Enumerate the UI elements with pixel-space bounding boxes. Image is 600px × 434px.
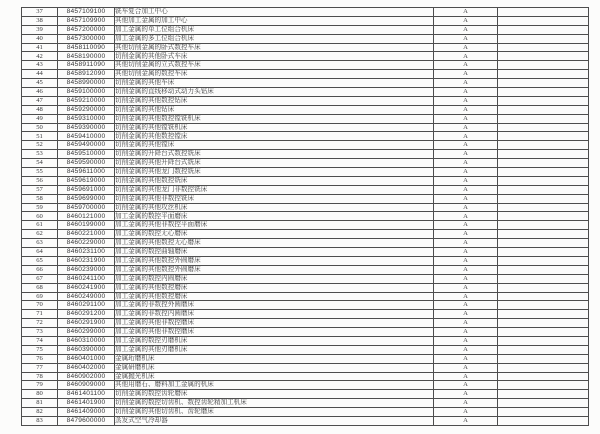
row-number-cell: 73 xyxy=(22,328,58,337)
description-cell: 其他切削金属的卧式数控车床 xyxy=(115,43,434,52)
row-number-cell: 63 xyxy=(22,239,58,248)
row-number-cell: 50 xyxy=(22,123,58,132)
description-cell: 加工金属的其他数控磨床 xyxy=(115,283,434,292)
blank-cell xyxy=(498,372,589,381)
hs-code-cell: 8460239000 xyxy=(58,265,115,274)
hs-code-cell: 8459390000 xyxy=(58,123,115,132)
blank-cell xyxy=(498,168,589,177)
blank-cell xyxy=(498,416,589,425)
tariff-table-body xyxy=(22,8,589,426)
hs-code-cell: 8460291900 xyxy=(58,319,115,328)
row-number-cell: 69 xyxy=(22,292,58,301)
blank-cell xyxy=(498,390,589,399)
description-cell: 加工金属的其他数控外圆磨床 xyxy=(115,256,434,265)
blank-cell xyxy=(498,292,589,301)
description-cell: 其他加工金属的加工中心 xyxy=(115,16,434,25)
description-cell: 加工金属的其他非数控磨床 xyxy=(115,319,434,328)
description-cell: 铣车复合加工中心 xyxy=(115,8,434,17)
cert-type-cell: A xyxy=(434,292,498,301)
cert-type-cell: A xyxy=(434,203,498,212)
table-row xyxy=(22,34,589,43)
row-number-cell: 75 xyxy=(22,345,58,354)
cert-type-cell: A xyxy=(434,354,498,363)
table-row xyxy=(22,79,589,88)
blank-cell xyxy=(498,123,589,132)
table-row xyxy=(22,8,589,17)
blank-cell xyxy=(498,256,589,265)
blank-cell xyxy=(498,141,589,150)
cert-type-cell: A xyxy=(434,132,498,141)
row-number-cell: 40 xyxy=(22,34,58,43)
table-row xyxy=(22,230,589,239)
cert-type-cell: A xyxy=(434,105,498,114)
hs-code-cell: 8458912090 xyxy=(58,70,115,79)
table-row xyxy=(22,123,589,132)
blank-cell xyxy=(498,274,589,283)
blank-cell xyxy=(498,185,589,194)
row-number-cell: 79 xyxy=(22,381,58,390)
hs-code-cell: 8460402000 xyxy=(58,363,115,372)
cert-type-cell: A xyxy=(434,141,498,150)
hs-code-cell: 8461401900 xyxy=(58,399,115,408)
cert-type-cell: A xyxy=(434,283,498,292)
description-cell: 金属抛光机床 xyxy=(115,372,434,381)
blank-cell xyxy=(498,70,589,79)
row-number-cell: 77 xyxy=(22,363,58,372)
hs-code-cell: 8460231100 xyxy=(58,248,115,257)
description-cell: 切削金属的其他数控钻床 xyxy=(115,96,434,105)
row-number-cell: 76 xyxy=(22,354,58,363)
cert-type-cell: A xyxy=(434,221,498,230)
description-cell: 金属珩磨机床 xyxy=(115,354,434,363)
hs-code-cell: 8458110090 xyxy=(58,43,115,52)
row-number-cell: 60 xyxy=(22,212,58,221)
description-cell: 切削金属的其他攻丝机床 xyxy=(115,203,434,212)
cert-type-cell: A xyxy=(434,372,498,381)
table-row xyxy=(22,283,589,292)
table-row xyxy=(22,328,589,337)
hs-code-cell: 8457109900 xyxy=(58,16,115,25)
cert-type-cell: A xyxy=(434,123,498,132)
hs-code-cell: 8459590000 xyxy=(58,159,115,168)
hs-code-tariff-table xyxy=(21,7,589,426)
row-number-cell: 45 xyxy=(22,79,58,88)
blank-cell xyxy=(498,336,589,345)
row-number-cell: 80 xyxy=(22,390,58,399)
cert-type-cell: A xyxy=(434,336,498,345)
blank-cell xyxy=(498,239,589,248)
blank-cell xyxy=(498,105,589,114)
blank-cell xyxy=(498,150,589,159)
table-row xyxy=(22,176,589,185)
cert-type-cell: A xyxy=(434,274,498,283)
cert-type-cell: A xyxy=(434,363,498,372)
table-row xyxy=(22,132,589,141)
row-number-cell: 71 xyxy=(22,310,58,319)
hs-code-cell: 8460249000 xyxy=(58,292,115,301)
description-cell: 切削金属的其他镗铣机床 xyxy=(115,123,434,132)
hs-code-cell: 8459699000 xyxy=(58,194,115,203)
hs-code-cell: 8458190000 xyxy=(58,52,115,61)
description-cell: 加工金属的其他数控无心磨床 xyxy=(115,239,434,248)
table-row xyxy=(22,345,589,354)
cert-type-cell: A xyxy=(434,390,498,399)
table-row xyxy=(22,43,589,52)
table-row xyxy=(22,96,589,105)
row-number-cell: 70 xyxy=(22,301,58,310)
row-number-cell: 48 xyxy=(22,105,58,114)
blank-cell xyxy=(498,43,589,52)
blank-cell xyxy=(498,354,589,363)
table-row xyxy=(22,265,589,274)
blank-cell xyxy=(498,328,589,337)
table-row xyxy=(22,416,589,425)
blank-cell xyxy=(498,8,589,17)
blank-cell xyxy=(498,301,589,310)
row-number-cell: 57 xyxy=(22,185,58,194)
blank-cell xyxy=(498,221,589,230)
row-number-cell: 46 xyxy=(22,88,58,97)
description-cell: 切削金属的其他龙门非数控铣床 xyxy=(115,185,434,194)
row-number-cell: 62 xyxy=(22,230,58,239)
cert-type-cell: A xyxy=(434,345,498,354)
hs-code-cell: 8458990000 xyxy=(58,79,115,88)
description-cell: 切削金属的其他数控镗床 xyxy=(115,132,434,141)
hs-code-cell: 8457300000 xyxy=(58,34,115,43)
row-number-cell: 65 xyxy=(22,256,58,265)
cert-type-cell: A xyxy=(434,265,498,274)
table-row xyxy=(22,310,589,319)
table-row xyxy=(22,221,589,230)
table-row xyxy=(22,25,589,34)
cert-type-cell: A xyxy=(434,8,498,17)
hs-code-cell: 8461401100 xyxy=(58,390,115,399)
table-row xyxy=(22,301,589,310)
table-row xyxy=(22,372,589,381)
table-row xyxy=(22,70,589,79)
cert-type-cell: A xyxy=(434,239,498,248)
blank-cell xyxy=(498,79,589,88)
blank-cell xyxy=(498,310,589,319)
cert-type-cell: A xyxy=(434,61,498,70)
hs-code-cell: 8461409000 xyxy=(58,408,115,417)
hs-code-cell: 8460221000 xyxy=(58,230,115,239)
table-row xyxy=(22,390,589,399)
blank-cell xyxy=(498,203,589,212)
blank-cell xyxy=(498,52,589,61)
cert-type-cell: A xyxy=(434,34,498,43)
description-cell: 切削金属的其他镗床 xyxy=(115,141,434,150)
hs-code-cell: 8459700000 xyxy=(58,203,115,212)
blank-cell xyxy=(498,345,589,354)
blank-cell xyxy=(498,176,589,185)
hs-code-cell: 8457109100 xyxy=(58,8,115,17)
description-cell: 加工金属的其他刃磨机床 xyxy=(115,345,434,354)
cert-type-cell: A xyxy=(434,381,498,390)
blank-cell xyxy=(498,16,589,25)
cert-type-cell: A xyxy=(434,159,498,168)
description-cell: 切削金属的其他龙门数控铣床 xyxy=(115,168,434,177)
row-number-cell: 41 xyxy=(22,43,58,52)
cert-type-cell: A xyxy=(434,212,498,221)
description-cell: 切削金属的其他非数控铣床 xyxy=(115,194,434,203)
table-row xyxy=(22,88,589,97)
hs-code-cell: 8460390000 xyxy=(58,345,115,354)
blank-cell xyxy=(498,363,589,372)
cert-type-cell: A xyxy=(434,310,498,319)
hs-code-cell: 8460299000 xyxy=(58,328,115,337)
table-row xyxy=(22,363,589,372)
hs-code-cell: 8459691000 xyxy=(58,185,115,194)
cert-type-cell: A xyxy=(434,70,498,79)
description-cell: 加工金属的数控无心磨床 xyxy=(115,230,434,239)
table-row xyxy=(22,52,589,61)
table-row xyxy=(22,248,589,257)
row-number-cell: 55 xyxy=(22,168,58,177)
description-cell: 加工金属的其他非数控磨床 xyxy=(115,328,434,337)
row-number-cell: 47 xyxy=(22,96,58,105)
row-number-cell: 59 xyxy=(22,203,58,212)
description-cell: 切削金属的数控齿轮磨床 xyxy=(115,390,434,399)
table-row xyxy=(22,61,589,70)
description-cell: 其他用磨石、磨料加工金属的机床 xyxy=(115,381,434,390)
cert-type-cell: A xyxy=(434,408,498,417)
table-row xyxy=(22,381,589,390)
row-number-cell: 68 xyxy=(22,283,58,292)
hs-code-cell: 8459290000 xyxy=(58,105,115,114)
cert-type-cell: A xyxy=(434,256,498,265)
hs-code-cell: 8457200000 xyxy=(58,25,115,34)
table-row xyxy=(22,408,589,417)
row-number-cell: 38 xyxy=(22,16,58,25)
hs-code-cell: 8460310000 xyxy=(58,336,115,345)
table-row xyxy=(22,150,589,159)
blank-cell xyxy=(498,132,589,141)
cert-type-cell: A xyxy=(434,319,498,328)
blank-cell xyxy=(498,159,589,168)
description-cell: 加工金属的多工位组合机床 xyxy=(115,34,434,43)
table-row xyxy=(22,256,589,265)
row-number-cell: 72 xyxy=(22,319,58,328)
cert-type-cell: A xyxy=(434,301,498,310)
blank-cell xyxy=(498,25,589,34)
row-number-cell: 56 xyxy=(22,176,58,185)
table-row xyxy=(22,114,589,123)
table-row xyxy=(22,399,589,408)
table-row xyxy=(22,168,589,177)
row-number-cell: 39 xyxy=(22,25,58,34)
description-cell: 加工金属的非数控内圆磨床 xyxy=(115,310,434,319)
blank-cell xyxy=(498,61,589,70)
blank-cell xyxy=(498,399,589,408)
cert-type-cell: A xyxy=(434,96,498,105)
description-cell: 加工金属的数控刃磨机床 xyxy=(115,336,434,345)
cert-type-cell: A xyxy=(434,88,498,97)
cert-type-cell: A xyxy=(434,150,498,159)
cert-type-cell: A xyxy=(434,399,498,408)
description-cell: 切削金属的其他切齿机、齿轮磨床 xyxy=(115,408,434,417)
blank-cell xyxy=(498,212,589,221)
cert-type-cell: A xyxy=(434,16,498,25)
description-cell: 加工金属的非数控外圆磨床 xyxy=(115,301,434,310)
description-cell: 加工金属的其他非数控平面磨床 xyxy=(115,221,434,230)
table-row xyxy=(22,212,589,221)
table-row xyxy=(22,203,589,212)
row-number-cell: 82 xyxy=(22,408,58,417)
table-row xyxy=(22,292,589,301)
blank-cell xyxy=(498,194,589,203)
table-row xyxy=(22,194,589,203)
description-cell: 切削金属的直线移动式动力头钻床 xyxy=(115,88,434,97)
hs-code-cell: 8459611000 xyxy=(58,168,115,177)
cert-type-cell: A xyxy=(434,52,498,61)
row-number-cell: 52 xyxy=(22,141,58,150)
description-cell: 其他切削金属的数控车床 xyxy=(115,70,434,79)
hs-code-cell: 8460291200 xyxy=(58,310,115,319)
row-number-cell: 49 xyxy=(22,114,58,123)
row-number-cell: 78 xyxy=(22,372,58,381)
hs-code-cell: 8460401000 xyxy=(58,354,115,363)
cert-type-cell: A xyxy=(434,176,498,185)
description-cell: 切削金属的数控切齿机、数控齿轮精加工机床 xyxy=(115,399,434,408)
row-number-cell: 43 xyxy=(22,61,58,70)
hs-code-cell: 8459510000 xyxy=(58,150,115,159)
hs-code-cell: 8460231900 xyxy=(58,256,115,265)
cert-type-cell: A xyxy=(434,185,498,194)
hs-code-cell: 8460902000 xyxy=(58,372,115,381)
row-number-cell: 64 xyxy=(22,248,58,257)
description-cell: 其他切削金属的立式数控车床 xyxy=(115,61,434,70)
hs-code-cell: 8460241100 xyxy=(58,274,115,283)
description-cell: 切削金属的其他卧式车床 xyxy=(115,52,434,61)
table-row xyxy=(22,336,589,345)
table-row xyxy=(22,141,589,150)
description-cell: 切削金属的升降台式数控铣床 xyxy=(115,150,434,159)
blank-cell xyxy=(498,34,589,43)
description-cell: 蒸发式空气冷却器 xyxy=(115,416,434,425)
table-row xyxy=(22,319,589,328)
blank-cell xyxy=(498,381,589,390)
cert-type-cell: A xyxy=(434,79,498,88)
row-number-cell: 74 xyxy=(22,336,58,345)
cert-type-cell: A xyxy=(434,43,498,52)
table-row xyxy=(22,159,589,168)
description-cell: 加工金属的数控平面磨床 xyxy=(115,212,434,221)
cert-type-cell: A xyxy=(434,168,498,177)
blank-cell xyxy=(498,319,589,328)
row-number-cell: 83 xyxy=(22,416,58,425)
cert-type-cell: A xyxy=(434,230,498,239)
description-cell: 切削金属的其他钻床 xyxy=(115,105,434,114)
hs-code-cell: 8460291100 xyxy=(58,301,115,310)
description-cell: 切削金属的其他车床 xyxy=(115,79,434,88)
cert-type-cell: A xyxy=(434,416,498,425)
description-cell: 加工金属的其他数控外圆磨床 xyxy=(115,265,434,274)
row-number-cell: 61 xyxy=(22,221,58,230)
description-cell: 切削金属的其他升降台式铣床 xyxy=(115,159,434,168)
cert-type-cell: A xyxy=(434,328,498,337)
blank-cell xyxy=(498,265,589,274)
row-number-cell: 66 xyxy=(22,265,58,274)
description-cell: 加工金属的数控曲轴磨床 xyxy=(115,248,434,257)
cert-type-cell: A xyxy=(434,25,498,34)
hs-code-cell: 8460909000 xyxy=(58,381,115,390)
row-number-cell: 44 xyxy=(22,70,58,79)
hs-code-cell: 8460199000 xyxy=(58,221,115,230)
description-cell: 加工金属的其他数控磨床 xyxy=(115,292,434,301)
row-number-cell: 58 xyxy=(22,194,58,203)
hs-code-cell: 8460241900 xyxy=(58,283,115,292)
hs-code-cell: 8459210000 xyxy=(58,96,115,105)
blank-cell xyxy=(498,114,589,123)
hs-code-cell: 8460229000 xyxy=(58,239,115,248)
table-row xyxy=(22,354,589,363)
description-cell: 金属研磨机床 xyxy=(115,363,434,372)
table-row xyxy=(22,185,589,194)
hs-code-cell: 8460121000 xyxy=(58,212,115,221)
hs-code-cell: 8459619000 xyxy=(58,176,115,185)
row-number-cell: 54 xyxy=(22,159,58,168)
cert-type-cell: A xyxy=(434,194,498,203)
hs-code-cell: 8479600000 xyxy=(58,416,115,425)
hs-code-cell: 8459100000 xyxy=(58,88,115,97)
table-row xyxy=(22,105,589,114)
hs-code-cell: 8459310000 xyxy=(58,114,115,123)
description-cell: 加工金属的单工位组合机床 xyxy=(115,25,434,34)
row-number-cell: 51 xyxy=(22,132,58,141)
row-number-cell: 53 xyxy=(22,150,58,159)
description-cell: 加工金属的数控内圆磨床 xyxy=(115,274,434,283)
hs-code-cell: 8459490000 xyxy=(58,141,115,150)
row-number-cell: 37 xyxy=(22,8,58,17)
description-cell: 切削金属的其他数控镗铣机床 xyxy=(115,114,434,123)
blank-cell xyxy=(498,230,589,239)
cert-type-cell: A xyxy=(434,248,498,257)
row-number-cell: 67 xyxy=(22,274,58,283)
cert-type-cell: A xyxy=(434,114,498,123)
table-row xyxy=(22,16,589,25)
table-row xyxy=(22,239,589,248)
blank-cell xyxy=(498,96,589,105)
blank-cell xyxy=(498,283,589,292)
description-cell: 切削金属的其他数控铣床 xyxy=(115,176,434,185)
blank-cell xyxy=(498,248,589,257)
hs-code-cell: 8458911090 xyxy=(58,61,115,70)
table-row xyxy=(22,274,589,283)
row-number-cell: 81 xyxy=(22,399,58,408)
blank-cell xyxy=(498,408,589,417)
blank-cell xyxy=(498,88,589,97)
row-number-cell: 42 xyxy=(22,52,58,61)
hs-code-cell: 8459410000 xyxy=(58,132,115,141)
